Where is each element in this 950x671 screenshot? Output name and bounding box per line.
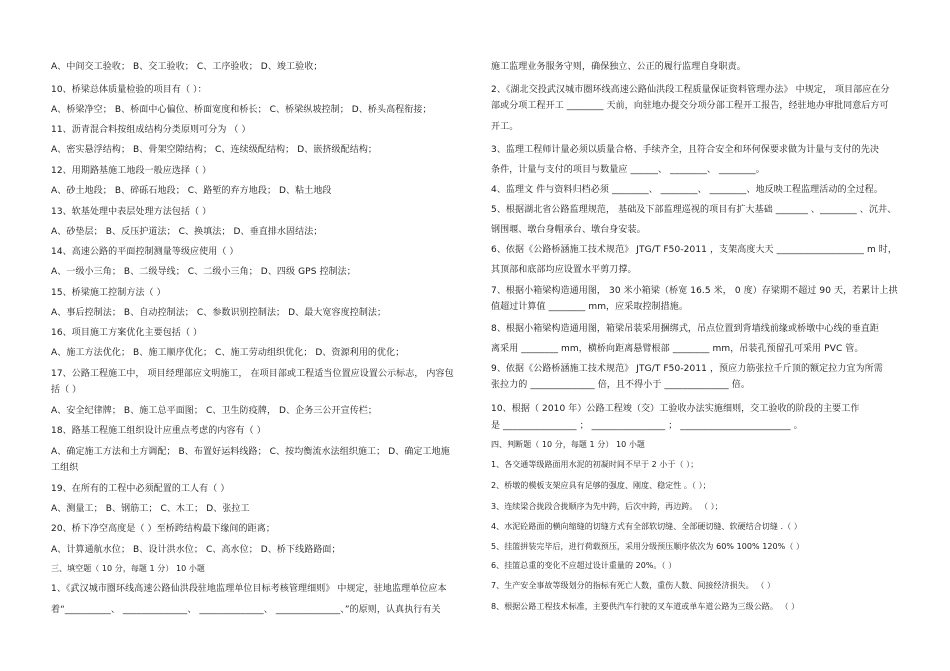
left-column-line: 13、软基处理中表层处理方法包括（ ） — [51, 207, 212, 217]
left-column-line: A、砂垫层； B、反压护道法； C、换填法； D、垂直排水固结法； — [51, 227, 323, 237]
right-column-line: 4、水泥砼路面的横向缩缝的切缝方式有全部软切缝、全部硬切缝、软硬结合切缝 .（ ） — [491, 522, 802, 531]
right-column-line: 6、依据《公路桥涵施工技术规范》 JTG/T F50-2011 ，支架高度大天 ___________________ m 时， — [491, 245, 897, 255]
left-column-line: 16、项目施工方案优化主要包括（ ） — [51, 328, 203, 338]
left-column-line: A、计算通航水位； B、设计洪水位； C、高水位； D、桥下线路路面； — [51, 545, 341, 555]
right-column-line: 7、根据小箱梁构造通用图， 30 米小箱梁（桥宽 16.5 米， 0 度）存梁期不超过 90 天，若累计上拱 — [491, 286, 898, 296]
left-column-line: 20、桥下净空高度是（ ）至桥跨结构最下缘间的距离； — [51, 524, 275, 534]
right-column-line: 10、根据（ 2010 年）公路工程竣（交）工验收办法实施细则，交工验收的阶段的主要工作 — [491, 404, 860, 414]
right-column-line: 2、桥墩的模板支架应具有足够的强度、刚度、稳定性 。（ ）； — [491, 481, 711, 490]
right-column-line: 钢围堰、墩台身帽承台、墩台身安装。 — [491, 225, 646, 235]
left-column-line: 17、公路工程施工中， 项目经理部应文明施工， 在项目部或工程适当位置应设置公示标志， 内容包 — [51, 369, 454, 379]
left-column-line: A、事后控制法； B、自动控制法； C、参数识别控制法； D、最大宽容度控制法； — [51, 308, 387, 318]
right-column-line: 离采用 ________ mm，横桥向距离悬臂根部 ________ mm，吊装孔预留孔可采用 PVC 管。 — [491, 344, 864, 354]
right-column-line: 8、根据小箱梁构造通用图，箱梁吊装采用捆绑式，吊点位置到背墙线前缘或桥墩中心线的垂直距 — [491, 324, 880, 334]
right-column-line: 7、生产安全事故等级划分的指标有死亡人数，重伤人数、间接经济损失。 （ ） — [491, 581, 776, 590]
left-column-line: 12、用期路基施工地段一般应选择（ ） — [51, 166, 212, 176]
left-column-line: 着“__________、 ______________、 ______________、 ______________、”的原则，认真执行有关 — [51, 605, 441, 615]
right-column-line: 8、根据公路工程技术标准，主要供汽车行驶的叉车道或单车道公路为三级公路。 （ ） — [491, 602, 800, 611]
right-column-line: 施工监理业务服务守则，确保独立、公正的履行监理自身职责。 — [491, 62, 746, 72]
right-column-line: 5、挂篮拼装完毕后，进行荷载预压，采用分级预压顺序依次为 60% 100% 120%（ ） — [491, 542, 805, 551]
left-column-line: 14、高速公路的平面控制测量等级应使用（ ） — [51, 247, 239, 257]
left-column-line: 15、桥梁施工控制方法（ ） — [51, 288, 166, 298]
right-column-line: 1、各交通等级路面用水泥的初凝时间不早于 2 小于（ ）； — [491, 460, 699, 469]
right-column-line: 是 ________________ ； ________________ ； ________________________ 。 — [491, 421, 803, 431]
left-column-line: A、确定施工方法和土方调配； B、布置好运料线路； C、按均衡流水法组织施工； D、确定工地施 — [51, 447, 450, 457]
left-column-line: 10、桥梁总体质量检验的项目有（ ）： — [51, 85, 207, 95]
left-column-line: A、砂土地段； B、碎砾石地段； C、路堑的弃方地段； D、粘土地段 — [51, 186, 332, 196]
right-column-line: 部或分项工程开工 ________ 天前，向驻地办提交分项分部工程开工报告，经驻地办审批同意后方可 — [491, 101, 889, 111]
left-column-line: 工组织 — [51, 463, 79, 473]
right-column-line: 值超过计算值 ________ mm，应采取控制措施。 — [491, 302, 688, 312]
right-column-line: 四、判断题（ 10 分，每题 1 分） 10 小题 — [491, 440, 645, 449]
left-column-line: 11、沥青混合料按组成结构分类原则可分为 （ ） — [51, 125, 251, 135]
right-column-line: 其顶部和底部均应设置水平剪刀撑。 — [491, 265, 637, 275]
right-column-line: 条件，计量与支付的项目与数量应 ______、 ________、 ________。 — [491, 165, 765, 175]
left-column-line: A、施工方法优化； B、施工顺序优化； C、施工劳动组织优化； D、资源利用的优化； — [51, 348, 405, 358]
left-column-line: A、中间交工验收； B、交工验收； C、工序验收； D、竣工验收； — [51, 62, 323, 72]
right-column-line: 2、《湖北交投武汉城市圈环线高速公路仙洪段工程质量保证资料管理办法》 中规定， 项目部应在分 — [491, 85, 890, 95]
left-column-line: A、一级小三角； B、二级导线； C、二级小三角； D、四级 GPS 控制法； — [51, 267, 356, 277]
left-column-line: A、测量工； B、钢筋工； C、木工； D、张拉工 — [51, 504, 250, 514]
right-column-line: 6、挂篮总重的变化不应超过设计重量的 20%。（ ） — [491, 561, 677, 570]
left-column-line: 18、路基工程施工组织设计应重点考虑的内容有（ ） — [51, 426, 266, 436]
right-column-line: 开工。 — [491, 122, 519, 132]
right-column-line: 5、根据湖北省公路监理规范， 基础及下部监理巡视的项目有扩大基础 _______ 、________ 、沉井、 — [491, 205, 897, 215]
left-column-line: 19、在所有的工程中必须配置的工人有（ ） — [51, 484, 230, 494]
right-column-line: 3、连续梁合拢段合拢顺序为先中跨，后次中跨，再边跨。 （ ）； — [491, 502, 723, 511]
left-column-line: 三、填空题（ 10 分，每题 1 分） 10 小题 — [51, 564, 205, 573]
right-column-line: 张拉力的 ______________ 倍，且不得小于 ______________ 倍。 — [491, 380, 750, 390]
left-column-line: 括（ ） — [51, 385, 82, 395]
left-column-line: A、密实悬浮结构； B、骨架空隙结构； C、连续级配结构； D、嵌挤级配结构； — [51, 145, 378, 155]
left-column-line: 1、《武汉城市圈环线高速公路仙洪段驻地监理单位目标考核管理细则》 中规定，驻地监理单位应本 — [51, 584, 447, 594]
left-column-line: A、安全纪律牌； B、施工总平面图； C、卫生防疫牌， D、企务三公开宣传栏； — [51, 406, 378, 416]
right-column-line: 9、依据《公路桥涵施工技术规范》 JTG/T F50-2011 ，预应力筋张拉千斤顶的额定拉力宜为所需 — [491, 364, 883, 374]
right-column-line: 4、监理文 件与资料归档必须 ________、 ________、 ________、地反映工程监理活动的全过程。 — [491, 185, 883, 195]
left-column-line: A、桥梁净空； B、桥面中心偏位、桥面宽度和桥长； C、桥梁纵坡控制； D、桥头高程衔接； — [51, 105, 432, 115]
right-column-line: 3、监理工程师计量必须以质量合格、手续齐全，且符合安全和环何保要求做为计量与支付的先决 — [491, 145, 880, 155]
